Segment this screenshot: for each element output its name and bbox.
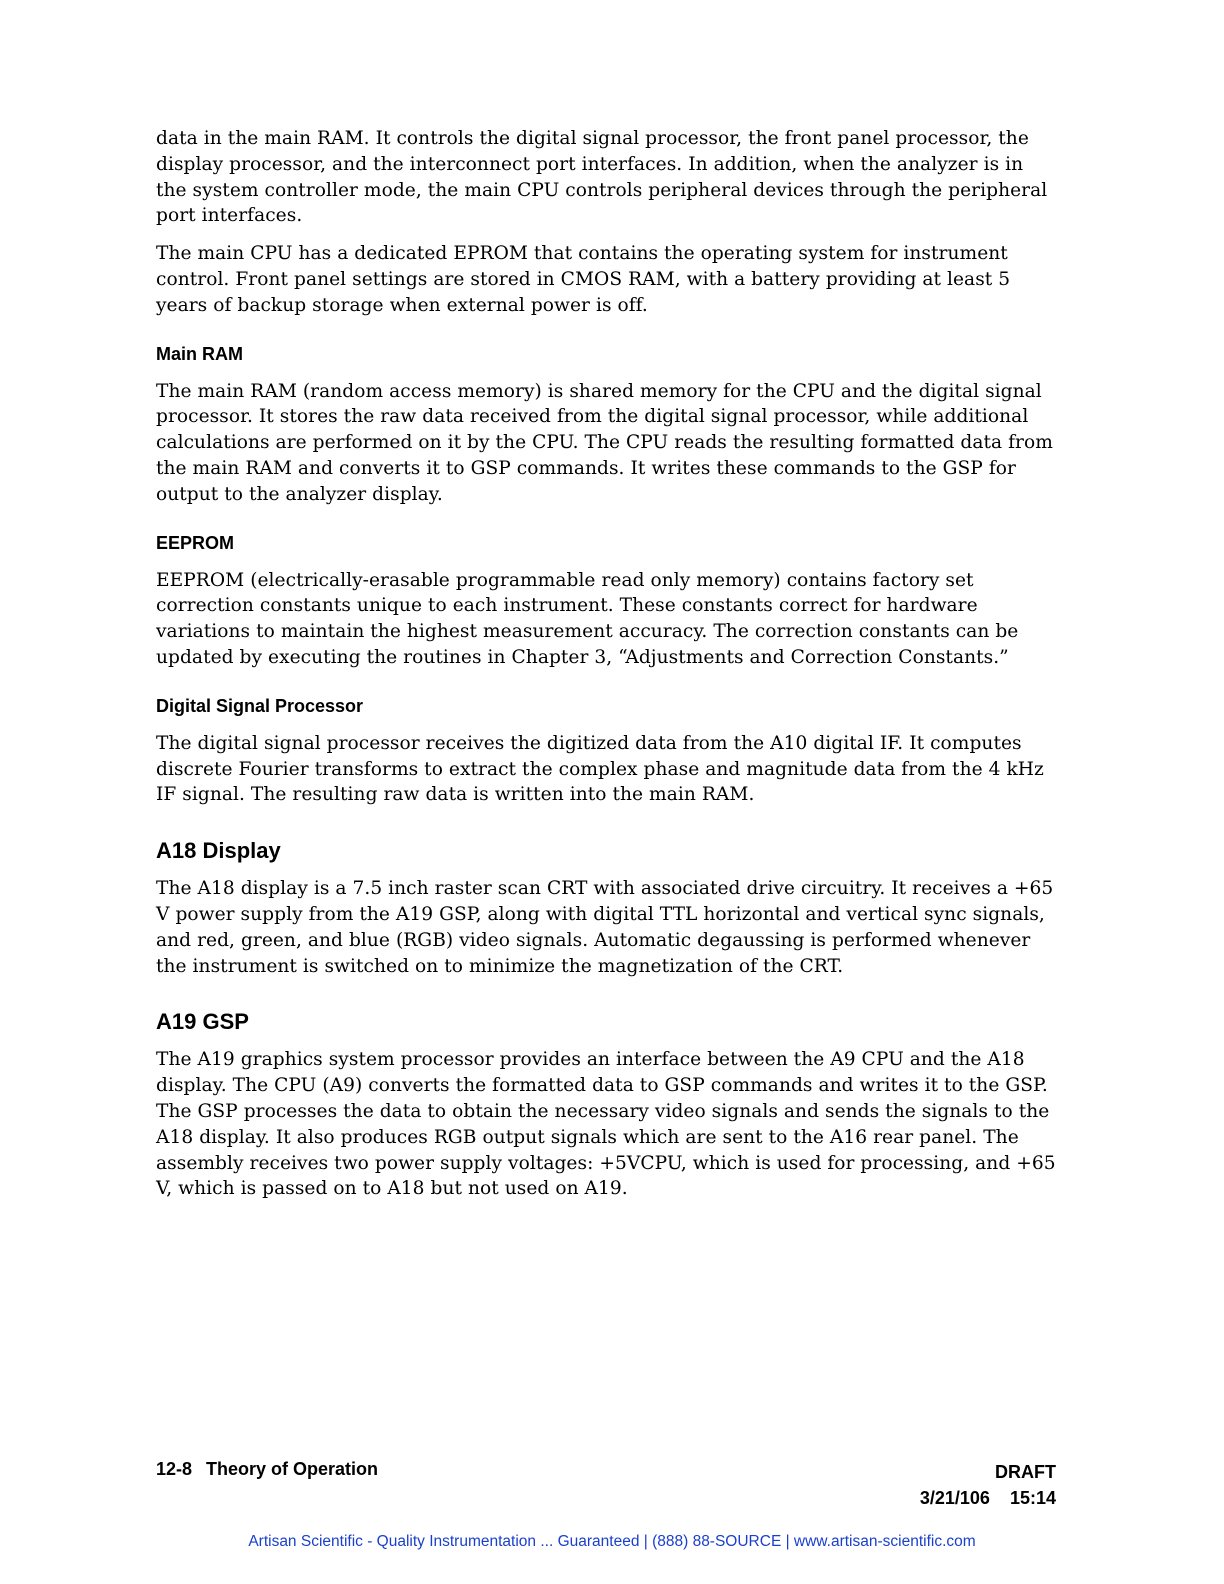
heading-digital-signal-processor: Digital Signal Processor (156, 695, 364, 716)
vendor-banner: Artisan Scientific - Quality Instrumentation ... Guaranteed | (888) 88-SOURCE | www.artisan-scientific.com (248, 1533, 976, 1550)
paragraph-a18-display: The A18 display is a 7.5 inch raster scan CRT with associated drive circuitry. It receives a +65 V power supply from the A19 GSP, along with digital TTL horizontal and vertical sync signals, and red, green, and blue (RGB) video signals. Automatic degaussing is performed whenever the instrument is switched on to minimize the magnetization of the CRT. (156, 878, 1054, 977)
paragraph-main-cpu-continued: data in the main RAM. It controls the digital signal processor, the front panel processor, the display processor, and the interconnect port interfaces. In addition, when the analyzer is in the system controller mode, the main CPU controls peripheral devices through the peripheral port interfaces. (156, 128, 1048, 227)
heading-a19-gsp: A19 GSP (156, 1009, 249, 1035)
footer-draft-label: DRAFT (995, 1462, 1056, 1482)
paragraph-eeprom: EEPROM (electrically-erasable programmable read only memory) contains factory set correction constants unique to each instrument. These constants correct for hardware variations to maintain the highest measurement accuracy. The correction constants can be updated by executing the routines in Chapter 3, “Adjustments and Correction Constants.” (156, 569, 1019, 668)
page-body (156, 126, 1058, 1214)
footer-date: 3/21/106 (919, 1488, 990, 1508)
footer-time: 15:14 (1009, 1488, 1056, 1508)
heading-main-ram: Main RAM (156, 343, 243, 364)
paragraph-main-ram: The main RAM (random access memory) is shared memory for the CPU and the digital signal processor. It stores the raw data received from the digital signal processor, while additional calculations are performed on it by the CPU. The CPU reads the resulting formatted data from the main RAM and converts it to GSP commands. It writes these commands to the GSP for output to the analyzer display. (156, 380, 1053, 505)
paragraph-digital-signal-processor: The digital signal processor receives the digitized data from the A10 digital IF. It computes discrete Fourier transforms to extract the complex phase and magnitude data from the 4 kHz IF signal. The resulting raw data is written into the main RAM. (156, 732, 1044, 806)
footer-draft-info (920, 1459, 1056, 1511)
footer-page-info (156, 1459, 378, 1480)
footer-timestamp (920, 1485, 1056, 1511)
footer-section-title: Theory of Operation (206, 1459, 379, 1479)
heading-eeprom: EEPROM (156, 532, 235, 553)
heading-a18-display: A18 Display (156, 838, 281, 864)
footer-page-number: 12-8 (156, 1459, 193, 1479)
paragraph-main-cpu-eprom: The main CPU has a dedicated EPROM that contains the operating system for instrument control. Front panel settings are stored in CMOS RAM, with a battery providing at least 5 years of backup storage when external power is off. (156, 243, 1011, 316)
paragraph-a19-gsp: The A19 graphics system processor provides an interface between the A9 CPU and the A18 display. The CPU (A9) converts the formatted data to GSP commands and writes it to the GSP. The GSP processes the data to obtain the necessary video signals and sends the signals to the A18 display. It also produces RGB output signals which are sent to the A16 rear panel. The assembly receives two power supply voltages: +5VCPU, which is used for processing, and +65 V, which is passed on to A18 but not used on A19. (156, 1049, 1056, 1200)
